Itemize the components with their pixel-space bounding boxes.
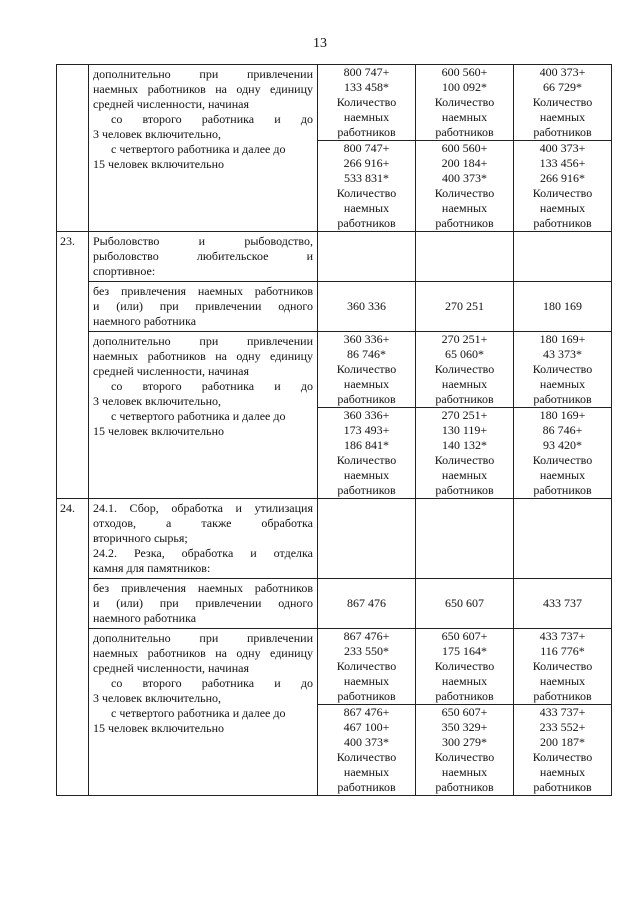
table-row (57, 282, 612, 332)
value-cell: 270 251 (416, 282, 514, 332)
value-line: 133 456+ (539, 156, 586, 170)
value-line: наемных (343, 468, 390, 482)
value-line: 360 336+ (343, 332, 390, 346)
tariff-table (56, 64, 612, 796)
text-line: и (или) при привлечении одного (93, 299, 313, 313)
value-line: 180 169+ (539, 408, 586, 422)
text-line: наемных работников на одну единицу (93, 349, 313, 363)
value-line: 867 476+ (343, 629, 390, 643)
value-line: работников (533, 216, 592, 230)
value-line: наемных (343, 674, 390, 688)
value-line: работников (435, 689, 494, 703)
table-row (57, 629, 612, 796)
text-line: Рыболовство и рыбоводство, (93, 234, 313, 248)
value-line: 650 607+ (441, 705, 488, 719)
value-line: 800 747+ (343, 65, 390, 79)
text-line: с четвертого работника и далее до (111, 706, 286, 720)
text-line: наемных работников на одну единицу (93, 82, 313, 96)
value-line: Количество (434, 659, 495, 673)
value-line: наемных (343, 201, 390, 215)
value-cell (416, 332, 514, 499)
table-row (57, 499, 612, 579)
value-line: 233 550* (344, 644, 389, 658)
text-line: дополнительно при привлечении (93, 334, 313, 348)
value-line: наемных (539, 201, 586, 215)
value-line: 300 279* (442, 735, 487, 749)
value-cell (514, 332, 612, 499)
value-line: наемных (343, 765, 390, 779)
value-line: 600 560+ (441, 65, 488, 79)
value-line: наемных (539, 110, 586, 124)
value-line: 433 737+ (539, 705, 586, 719)
value-line: наемных (539, 468, 586, 482)
row-description (89, 629, 318, 796)
row-number: 23. (57, 232, 89, 499)
text-line: и (или) при привлечении одного (93, 596, 313, 610)
value-line: работников (337, 780, 396, 794)
value-cell: 867 476 (318, 579, 416, 629)
value-line: Количество (336, 95, 397, 109)
value-line: Количество (336, 186, 397, 200)
value-line: Количество (336, 750, 397, 764)
text-line: 15 человек включительно (93, 721, 225, 735)
value-line: 533 831* (344, 171, 389, 185)
text-line: спортивное: (93, 264, 156, 278)
value-line: 175 164* (442, 644, 487, 658)
value-line: 233 552+ (539, 720, 586, 734)
value-line: работников (533, 780, 592, 794)
value-line: 86 746* (347, 347, 386, 361)
value-line: работников (533, 392, 592, 406)
table-row (57, 65, 612, 232)
value-cell (514, 629, 612, 796)
value-line: 130 119+ (441, 423, 488, 437)
value-line: работников (435, 216, 494, 230)
value-line: наемных (441, 674, 488, 688)
value-line: 65 060* (445, 347, 484, 361)
value-cell (318, 629, 416, 796)
value-line: 100 092* (442, 80, 487, 94)
table-row (57, 579, 612, 629)
text-line: с четвертого работника и далее до (111, 142, 286, 156)
value-line: работников (337, 483, 396, 497)
value-line: Количество (434, 362, 495, 376)
text-line: наемного работника (93, 611, 197, 625)
value-line: 186 841* (344, 438, 389, 452)
value-line: Количество (532, 186, 593, 200)
table-row (57, 332, 612, 499)
text-line: 15 человек включительно (93, 157, 225, 171)
text-line: рыболовство любительское и (93, 249, 313, 263)
value-line: 200 184+ (441, 156, 488, 170)
row-description (89, 65, 318, 232)
value-line: Количество (532, 750, 593, 764)
value-line: 350 329+ (441, 720, 488, 734)
value-line: 400 373* (442, 171, 487, 185)
value-line: 650 607+ (441, 629, 488, 643)
text-line: без привлечения наемных работников (93, 284, 313, 298)
value-line: работников (337, 689, 396, 703)
text-line: с четвертого работника и далее до (111, 409, 286, 423)
value-line: 400 373+ (539, 65, 586, 79)
value-line: 173 493+ (343, 423, 390, 437)
text-line: вторичного сырья; (93, 531, 188, 545)
value-line: 180 169+ (539, 332, 586, 346)
value-cell (514, 65, 612, 232)
value-line: Количество (434, 95, 495, 109)
value-line: наемных (441, 110, 488, 124)
value-line: наемных (441, 468, 488, 482)
value-line: работников (337, 125, 396, 139)
value-cell: 650 607 (416, 579, 514, 629)
text-line: 3 человек включительно, (93, 127, 222, 141)
text-line: дополнительно при привлечении (93, 631, 313, 645)
text-line: без привлечения наемных работников (93, 581, 313, 595)
value-line: 400 373* (344, 735, 389, 749)
value-line: Количество (532, 659, 593, 673)
value-line: 400 373+ (539, 141, 586, 155)
value-line: работников (435, 780, 494, 794)
value-cell: 180 169 (514, 282, 612, 332)
value-line: Количество (532, 362, 593, 376)
value-cell: 360 336 (318, 282, 416, 332)
value-line: Количество (336, 659, 397, 673)
text-line: со второго работника и до (111, 676, 313, 690)
value-cell (318, 65, 416, 232)
row-description (89, 282, 318, 332)
value-line: Количество (434, 750, 495, 764)
value-line: 140 132* (442, 438, 487, 452)
row-number (57, 65, 89, 232)
value-line: Количество (336, 453, 397, 467)
row-description (89, 579, 318, 629)
text-line: камня для памятников: (93, 561, 211, 575)
value-line: 133 458* (344, 80, 389, 94)
value-line: Количество (434, 453, 495, 467)
value-line: работников (435, 483, 494, 497)
text-line: средней численности, начиная (93, 97, 249, 111)
text-line: средней численности, начиная (93, 661, 249, 675)
text-line: 3 человек включительно, (93, 394, 222, 408)
value-line: 266 916* (540, 171, 585, 185)
section-title (89, 232, 318, 282)
value-line: работников (337, 392, 396, 406)
value-line: 600 560+ (441, 141, 488, 155)
text-line: 3 человек включительно, (93, 691, 222, 705)
text-line: 15 человек включительно (93, 424, 225, 438)
row-number: 24. (57, 499, 89, 796)
value-line: работников (337, 216, 396, 230)
value-line: работников (533, 125, 592, 139)
value-line: 86 746+ (542, 423, 583, 437)
value-line: 266 916+ (343, 156, 390, 170)
value-line: наемных (539, 377, 586, 391)
value-line: Количество (434, 186, 495, 200)
text-line: 24.1. Сбор, обработка и утилизация (93, 501, 313, 515)
value-line: работников (435, 392, 494, 406)
table-row (57, 232, 612, 282)
value-line: 43 373* (543, 347, 582, 361)
value-line: 66 729* (543, 80, 582, 94)
text-line: средней численности, начиная (93, 364, 249, 378)
text-line: отходов, а также обработка (93, 516, 313, 530)
value-line: Количество (532, 453, 593, 467)
value-line: 867 476+ (343, 705, 390, 719)
value-line: 360 336+ (343, 408, 390, 422)
value-line: 200 187* (540, 735, 585, 749)
value-line: работников (533, 483, 592, 497)
value-cell (416, 629, 514, 796)
text-line: 24.2. Резка, обработка и отделка (93, 546, 313, 560)
row-description (89, 332, 318, 499)
value-line: наемных (441, 377, 488, 391)
text-line: со второго работника и до (111, 112, 313, 126)
text-line: наемных работников на одну единицу (93, 646, 313, 660)
value-line: наемных (343, 377, 390, 391)
value-line: 467 100+ (343, 720, 390, 734)
value-line: наемных (343, 110, 390, 124)
value-line: наемных (539, 674, 586, 688)
text-line: со второго работника и до (111, 379, 313, 393)
text-line: наемного работника (93, 314, 197, 328)
value-line: наемных (441, 201, 488, 215)
value-line: 93 420* (543, 438, 582, 452)
value-line: работников (533, 689, 592, 703)
value-cell: 433 737 (514, 579, 612, 629)
value-cell (416, 65, 514, 232)
value-line: 800 747+ (343, 141, 390, 155)
value-line: наемных (539, 765, 586, 779)
value-line: Количество (532, 95, 593, 109)
value-line: работников (435, 125, 494, 139)
value-line: 433 737+ (539, 629, 586, 643)
value-line: наемных (441, 765, 488, 779)
value-line: 270 251+ (441, 408, 488, 422)
value-line: 116 776* (540, 644, 585, 658)
page-number: 13 (313, 36, 327, 51)
text-line: дополнительно при привлечении (93, 67, 313, 81)
value-cell (318, 332, 416, 499)
value-line: 270 251+ (441, 332, 488, 346)
value-line: Количество (336, 362, 397, 376)
section-title (89, 499, 318, 579)
